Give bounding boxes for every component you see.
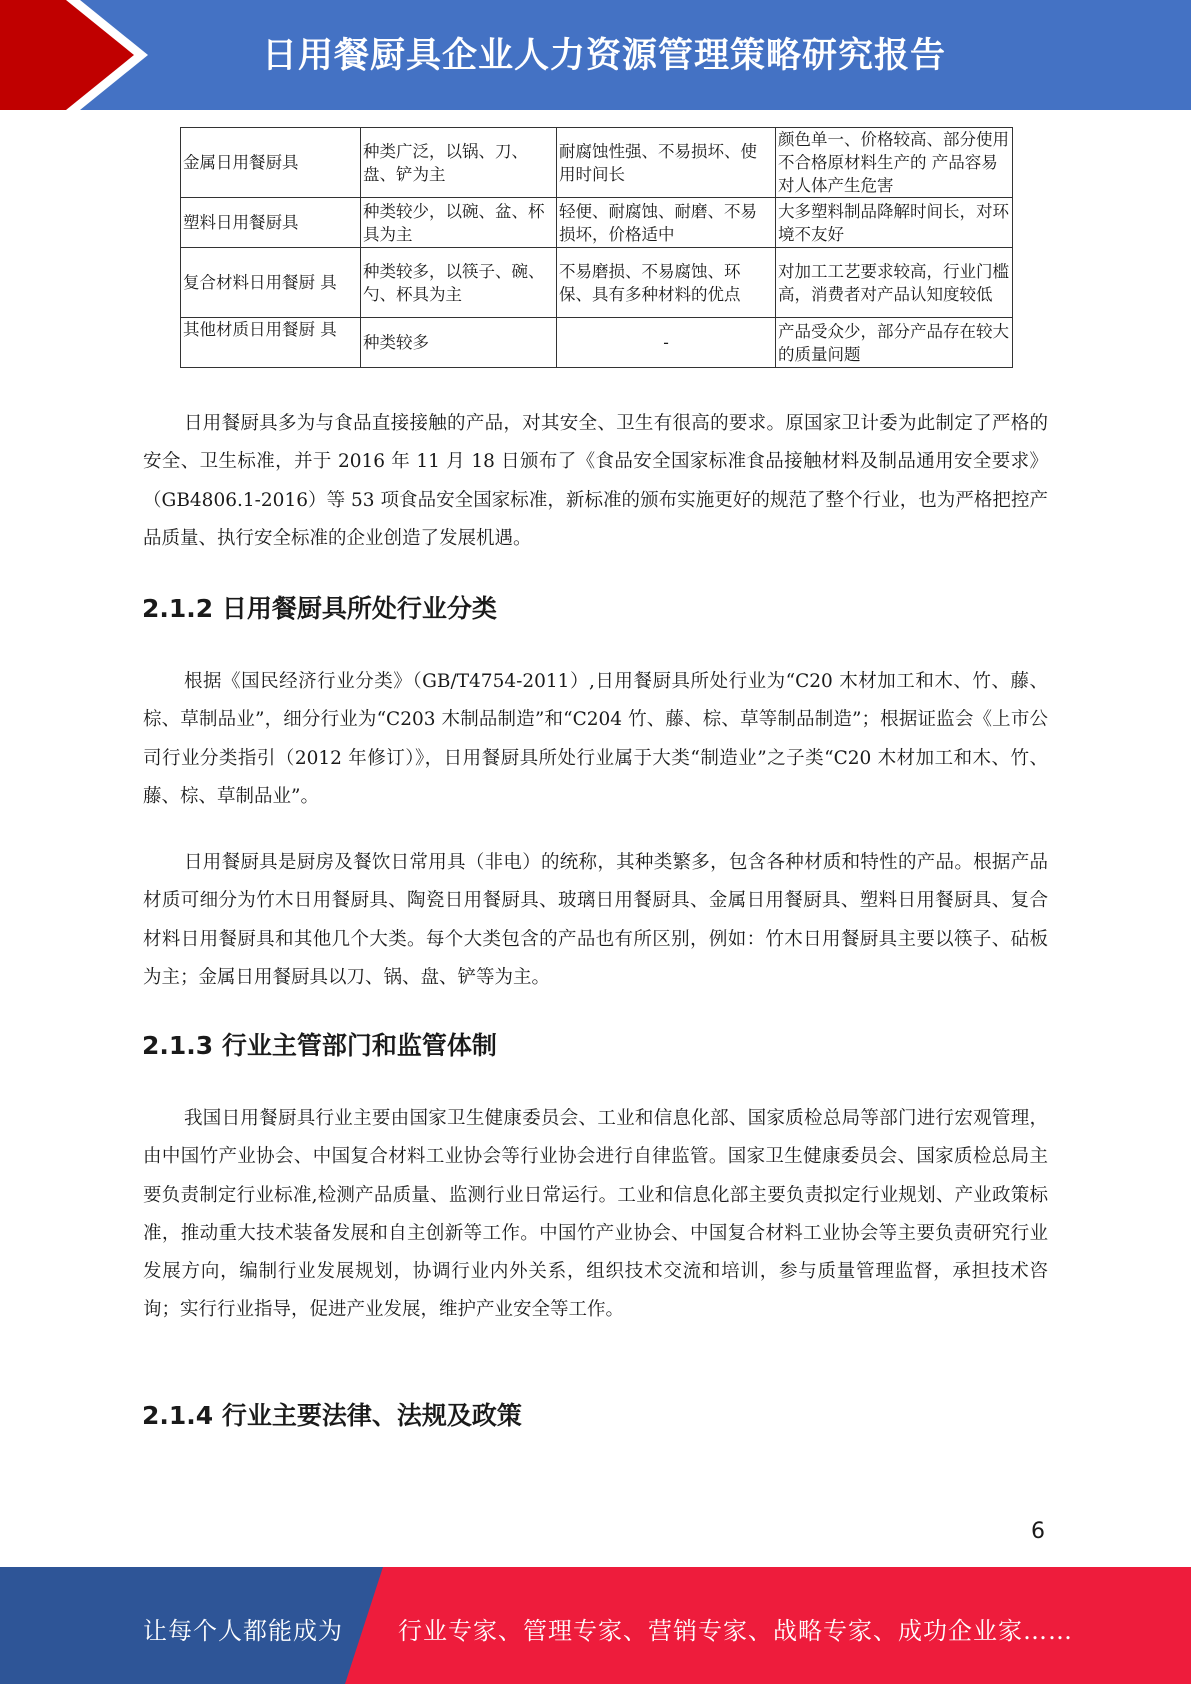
table-row <box>181 128 1013 198</box>
table-cell: 对加工工艺要求较高，行业门槛高，消费者对产品认知度较低 <box>776 248 1013 318</box>
table-cell: - <box>557 318 776 368</box>
paragraph-industry-classification: 根据《国民经济行业分类》（GB/T4754-2011）,日用餐厨具所处行业为“C20 木材加工和木、竹、藤、棕、草制品业”，细分行业为“C203 木制品制造”和“C204 竹、藤、棕、草等制品制造”；根据证监会《上市公司行业分类指引（2012 年修订）》，日用餐厨具所处行业属于大类“制造业”之子类“C20 木材加工和木、竹、藤、棕、草制品业”。 <box>143 671 1048 807</box>
table-row <box>181 248 1013 318</box>
table-cell: 耐腐蚀性强、不易损坏、使用时间长 <box>557 128 776 198</box>
footer-slogan-left: 让每个人都能成为 <box>143 1617 343 1645</box>
table-cell: 大多塑料制品降解时间长，对环境不友好 <box>776 198 1013 248</box>
table-cell: 轻便、耐腐蚀、耐磨、不易损坏，价格适中 <box>557 198 776 248</box>
table-cell: 塑料日用餐厨具 <box>181 198 361 248</box>
section-heading-2-1-2: 2.1.2 日用餐厨具所处行业分类 <box>142 594 497 623</box>
table-cell: 种类广泛，以锅、刀、盘、铲为主 <box>361 128 557 198</box>
table-cell: 其他材质日用餐厨 具 <box>181 318 361 368</box>
table-cell: 种类较少，以碗、盆、杯具为主 <box>361 198 557 248</box>
table-cell: 颜色单一、价格较高、部分使用不合格原材料生产的 产品容易对人体产生危害 <box>776 128 1013 198</box>
table-cell: 种类较多 <box>361 318 557 368</box>
table-cell: 金属日用餐厨具 <box>181 128 361 198</box>
table-row <box>181 198 1013 248</box>
paragraph-regulatory-system: 我国日用餐厨具行业主要由国家卫生健康委员会、工业和信息化部、国家质检总局等部门进行宏观管理，由中国竹产业协会、中国复合材料工业协会等行业协会进行自律监管。国家卫生健康委员会、国家质检总局主要负责制定行业标准,检测产品质量、监测行业日常运行。工业和信息化部主要负责拟定行业规划、产业政策标准，推动重大技术装备发展和自主创新等工作。中国竹产业协会、中国复合材料工业协会等主要负责研究行业发展方向，编制行业发展规划，协调行业内外关系，组织技术交流和培训，参与质量管理监督，承担技术咨询；实行行业指导，促进产业发展，维护产业安全等工作。 <box>143 1108 1048 1321</box>
page-number: 6 <box>1031 1519 1045 1544</box>
document-title: 日用餐厨具企业人力资源管理策略研究报告 <box>262 36 947 76</box>
table-cell: 产品受众少，部分产品存在较大的质量问题 <box>776 318 1013 368</box>
materials-table <box>180 127 1013 368</box>
table-cell: 复合材料日用餐厨 具 <box>181 248 361 318</box>
paragraph-product-categories: 日用餐厨具是厨房及餐饮日常用具（非电）的统称，其种类繁多，包含各种材质和特性的产品。根据产品材质可细分为竹木日用餐厨具、陶瓷日用餐厨具、玻璃日用餐厨具、金属日用餐厨具、塑料日用餐厨具、复合材料日用餐厨具和其他几个大类。每个大类包含的产品也有所区别，例如：竹木日用餐厨具主要以筷子、砧板为主；金属日用餐厨具以刀、锅、盘、铲等为主。 <box>143 852 1048 988</box>
table-row <box>181 318 1013 368</box>
footer-band <box>0 1567 1191 1684</box>
footer-slogan-right: 行业专家、管理专家、营销专家、战略专家、成功企业家…… <box>398 1617 1073 1645</box>
header-arrow-icon <box>0 0 160 110</box>
section-heading-2-1-4: 2.1.4 行业主要法律、法规及政策 <box>142 1401 522 1430</box>
paragraph-food-safety: 日用餐厨具多为与食品直接接触的产品，对其安全、卫生有很高的要求。原国家卫计委为此制定了严格的安全、卫生标准，并于 2016 年 11 月 18 日颁布了《食品安全国家标准食品接触材料及制品通用安全要求》（GB4806.1-2016）等 53 项食品安全国家标准，新标准的颁布实施更好的规范了整个行业，也为严格把控产品质量、执行安全标准的企业创造了发展机遇。 <box>143 413 1048 549</box>
table-cell: 不易磨损、不易腐蚀、环保、具有多种材料的优点 <box>557 248 776 318</box>
table-cell: 种类较多，以筷子、碗、勺、杯具为主 <box>361 248 557 318</box>
header-band <box>0 0 1191 110</box>
section-heading-2-1-3: 2.1.3 行业主管部门和监管体制 <box>142 1031 497 1060</box>
